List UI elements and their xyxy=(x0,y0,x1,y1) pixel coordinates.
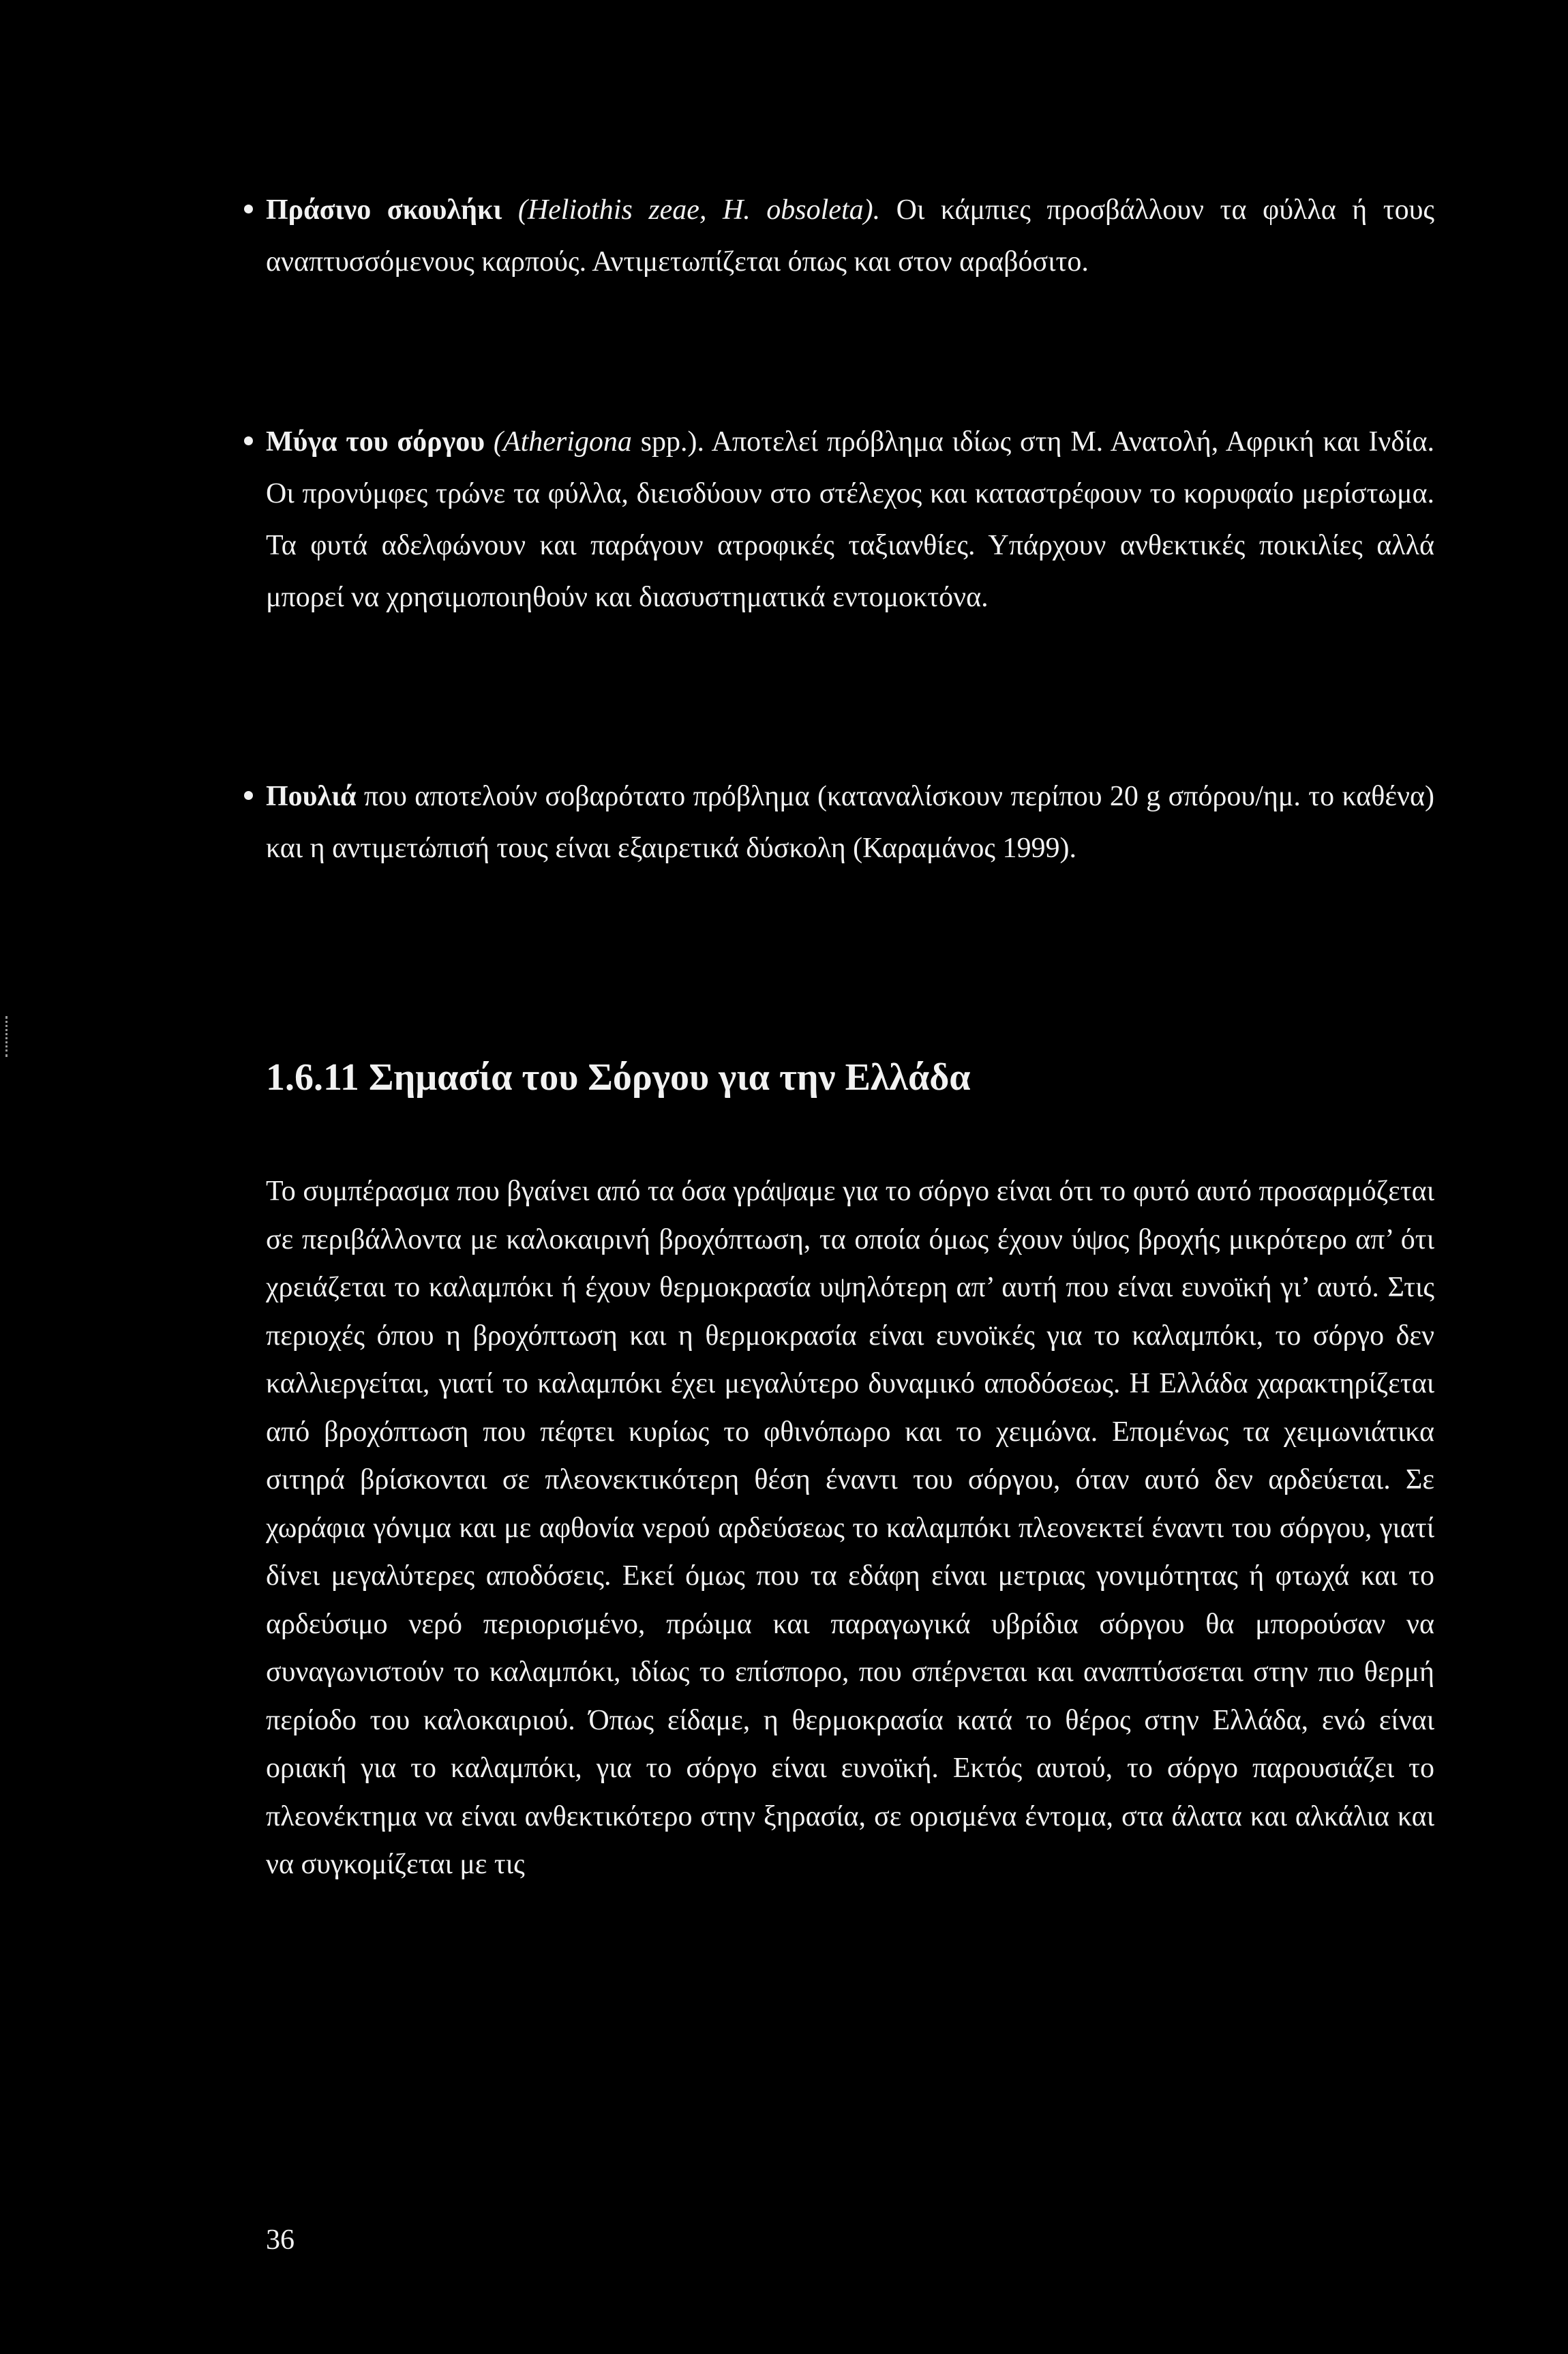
bullet-title: Μύγα του σόργου xyxy=(266,426,485,458)
bullet-dot-icon xyxy=(244,205,253,213)
bullet-item-green-worm xyxy=(266,184,1434,288)
bullet-text: Οι κάμπιες προσβάλλουν τα φύλλα ή τους αναπτυσσόμενους καρπούς. Αντιμετωπίζεται όπως και στον αραβόσιτο. xyxy=(266,194,1435,278)
bullet-title: Πράσινο σκουλήκι xyxy=(266,194,502,226)
bullet-title: Πουλιά xyxy=(266,781,357,812)
bullet-item-birds xyxy=(266,771,1434,874)
bullet-scientific-name: (Atherigona xyxy=(493,426,632,458)
bullet-dot-icon xyxy=(244,791,253,800)
bullet-text: spp.). Αποτελεί πρόβλημα ιδίως στη Μ. Ανατολή, Αφρική και Ινδία. Οι προνύμφες τρώνε τα φύλλα, διεισδύουν στο στέλεχος και καταστρέφουν το κορυφαίο μερίστωμα. Τα φυτά αδελφώνουν και παράγουν ατροφικές ταξιανθίες. Υπάρχουν ανθεκτικές ποικιλίες αλλά μπορεί να χρησιμοποιηθούν και διασυστηματικά εντομοκτόνα. xyxy=(266,426,1434,613)
bullet-scientific-name: (Heliothis zeae, H. obsoleta). xyxy=(517,194,881,226)
scan-artifact xyxy=(5,1016,10,1057)
section-heading: 1.6.11 Σημασία του Σόργου για την Ελλάδα xyxy=(266,1056,971,1099)
bullet-dot-icon xyxy=(244,436,253,445)
bullet-text: που αποτελούν σοβαρότατο πρόβλημα (καταναλίσκουν περίπου 20 g σπόρου/ημ. το καθένα) και η αντιμετώπισή τους είναι εξαιρετικά δύσκολη (Καραμάνος 1999). xyxy=(266,781,1434,864)
bullet-item-sorghum-fly xyxy=(266,416,1434,623)
section-paragraph: Το συμπέρασμα που βγαίνει από τα όσα γράψαμε για το σόργο είναι ότι το φυτό αυτό προσαρμόζεται σε περιβάλλοντα με καλοκαιρινή βροχόπτωση, τα οποία όμως έχουν ύψος βροχής μικρότερο απ’ ότι χρειάζεται το καλαμπόκι ή έχουν θερμοκρασία υψηλότερη απ’ αυτή που είναι ευνοϊκή γι’ αυτό. Στις περιοχές όπου η βροχόπτωση και η θερμοκρασία είναι ευνοϊκές για το καλαμπόκι, το σόργο δεν καλλιεργείται, γιατί το καλαμπόκι έχει μεγαλύτερο δυναμικό αποδόσεως. Η Ελλάδα χαρακτηρίζεται από βροχόπτωση που πέφτει κυρίως το φθινόπωρο και το χειμώνα. Επομένως τα χειμωνιάτικα σιτηρά βρίσκονται σε πλεονεκτικότερη θέση έναντι του σόργου, όταν αυτό δεν αρδεύεται. Σε χωράφια γόνιμα και με αφθονία νερού αρδεύσεως το καλαμπόκι πλεονεκτεί έναντι του σόργου, γιατί δίνει μεγαλύτερες αποδόσεις. Εκεί όμως που τα εδάφη είναι μετριας γονιμότητας ή φτωχά και το αρδεύσιμο νερό περιορισμένο, πρώιμα και παραγωγικά υβρίδια σόργου θα μπορούσαν να συναγωνιστούν το καλαμπόκι, ιδίως το επίσπορο, που σπέρνεται και αναπτύσσεται στην πιο θερμή περίοδο του καλοκαιριού. Όπως είδαμε, η θερμοκρασία κατά το θέρος στην Ελλάδα, ενώ είναι οριακή για το καλαμπόκι, για το σόργο είναι ευνοϊκή. Εκτός αυτού, το σόργο παρουσιάζει το πλεονέκτημα να είναι ανθεκτικότερο στην ξηρασία, σε ορισμένα έντομα, στα άλατα και αλκάλια και να συγκομίζεται με τις xyxy=(266,1176,1434,1880)
page-number: 36 xyxy=(266,2224,295,2256)
